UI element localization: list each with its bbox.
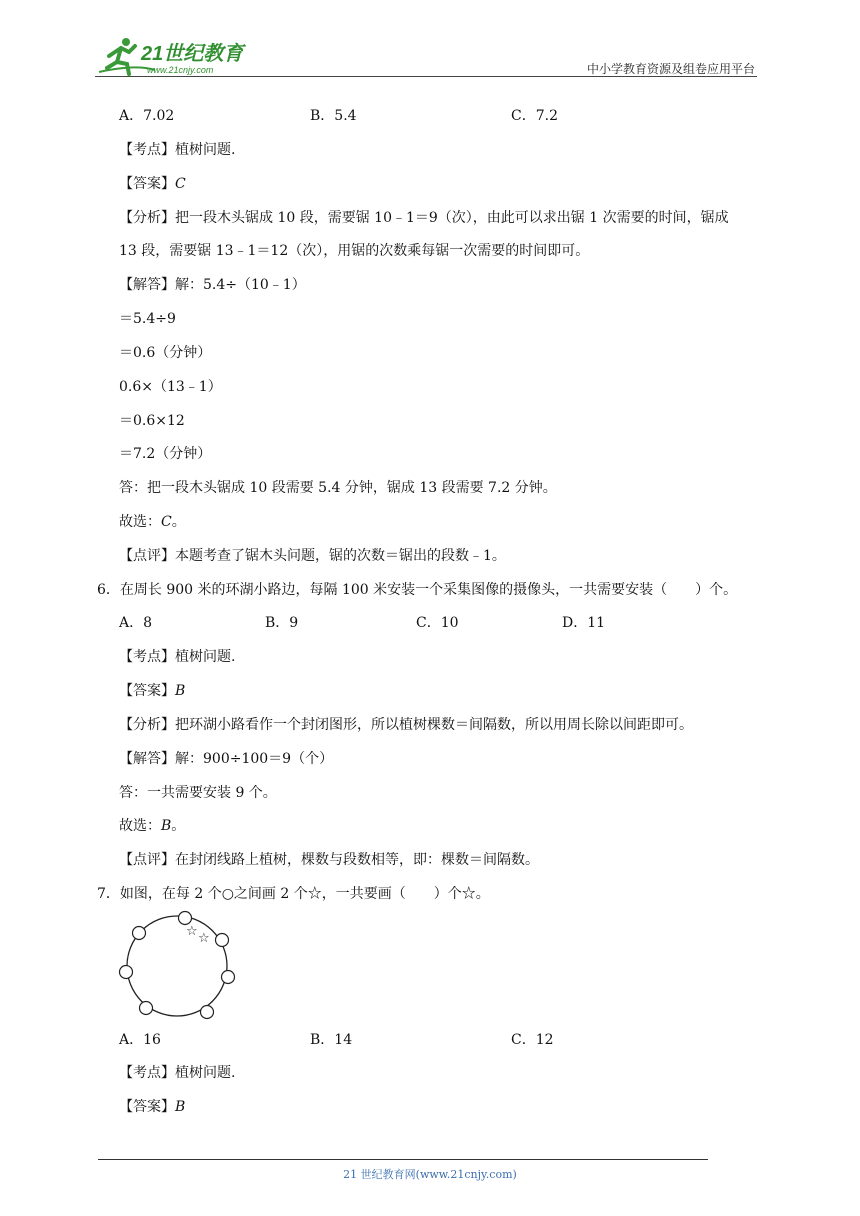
q5-option-a: A．7.02 [119, 108, 175, 124]
q7-stem: 7．如图，在每 2 个○之间画 2 个☆，一共要画（ ）个☆。 [97, 886, 490, 902]
q5-option-b: B．5.4 [310, 108, 357, 124]
q5-dianping: 【点评】本题考查了锯木头问题，锯的次数＝锯出的段数﹣1。 [119, 548, 506, 564]
page-header [95, 34, 755, 78]
q6-stem: 6．在周长 900 米的环湖小路边，每隔 100 米安装一个采集图像的摄像头，一共需要安装（ ）个。 [97, 582, 738, 598]
q6-jieda: 【解答】解：900÷100＝9（个） [119, 751, 334, 767]
node-circle [140, 1002, 153, 1015]
q5-step-4: ＝0.6×12 [119, 413, 185, 429]
circle-diagram [112, 906, 242, 1022]
q5-step-5: ＝7.2（分钟） [119, 446, 212, 462]
q6-option-b: B．9 [265, 615, 299, 631]
footer-divider [98, 1159, 708, 1160]
q5-jieda: 【解答】解：5.4÷（10﹣1） [119, 277, 306, 293]
q6-option-a: A．8 [119, 615, 153, 631]
q7-option-a: A．16 [119, 1032, 161, 1048]
node-circle [133, 927, 146, 940]
q5-step-2: ＝0.6（分钟） [119, 345, 212, 361]
q5-da: 答：把一段木头锯成 10 段需要 5.4 分钟，锯成 13 段需要 7.2 分钟。 [119, 480, 557, 496]
q5-step-1: ＝5.4÷9 [119, 311, 176, 327]
svg-text:21世纪教育: 21世纪教育 [141, 43, 244, 65]
q6-option-c: C．10 [416, 615, 459, 631]
q6-answer: 【答案】B [119, 683, 186, 699]
footer-link[interactable]: 21 世纪教育网(www.21cnjy.com) [343, 1168, 517, 1181]
q5-step-3: 0.6×（13﹣1） [119, 379, 222, 395]
star-icon: ☆ [198, 931, 210, 946]
node-circle [222, 971, 235, 984]
q6-da: 答：一共需要安装 9 个。 [119, 785, 277, 801]
q5-kaodian: 【考点】植树问题. [119, 142, 236, 158]
platform-name: 中小学教育资源及组卷应用平台 [586, 62, 755, 76]
q6-fenxi: 【分析】把环湖小路看作一个封闭图形，所以植树棵数＝间隔数，所以用周长除以间距即可。 [119, 717, 693, 733]
q5-option-c: C．7.2 [511, 108, 558, 124]
q5-answer: 【答案】C [119, 176, 186, 192]
q7-answer: 【答案】B [119, 1099, 186, 1115]
q5-fenxi-line1: 【分析】把一段木头锯成 10 段，需要锯 10﹣1＝9（次），由此可以求出锯 1 次需要的时间，锯成 [119, 210, 729, 226]
q5-fenxi-line2: 13 段，需要锯 13﹣1＝12（次），用锯的次数乘每锯一次需要的时间即可。 [119, 243, 590, 259]
header-divider [95, 76, 757, 77]
node-circle [120, 966, 133, 979]
q5-guxuan: 故选：C。 [119, 514, 186, 530]
q7-option-c: C．12 [511, 1032, 554, 1048]
q6-option-d: D．11 [562, 615, 606, 631]
node-circle [179, 912, 192, 925]
q7-kaodian: 【考点】植树问题. [119, 1065, 236, 1081]
svg-text:www.21cnjy.com: www.21cnjy.com [147, 65, 214, 75]
q7-option-b: B．14 [310, 1032, 353, 1048]
node-circle [216, 934, 229, 947]
site-logo [95, 34, 265, 78]
star-icon: ☆ [186, 924, 198, 939]
q6-dianping: 【点评】在封闭线路上植树，棵数与段数相等，即：棵数＝间隔数。 [119, 852, 539, 868]
q6-kaodian: 【考点】植树问题. [119, 649, 236, 665]
node-circle [201, 1006, 214, 1019]
q6-guxuan: 故选：B。 [119, 818, 186, 834]
